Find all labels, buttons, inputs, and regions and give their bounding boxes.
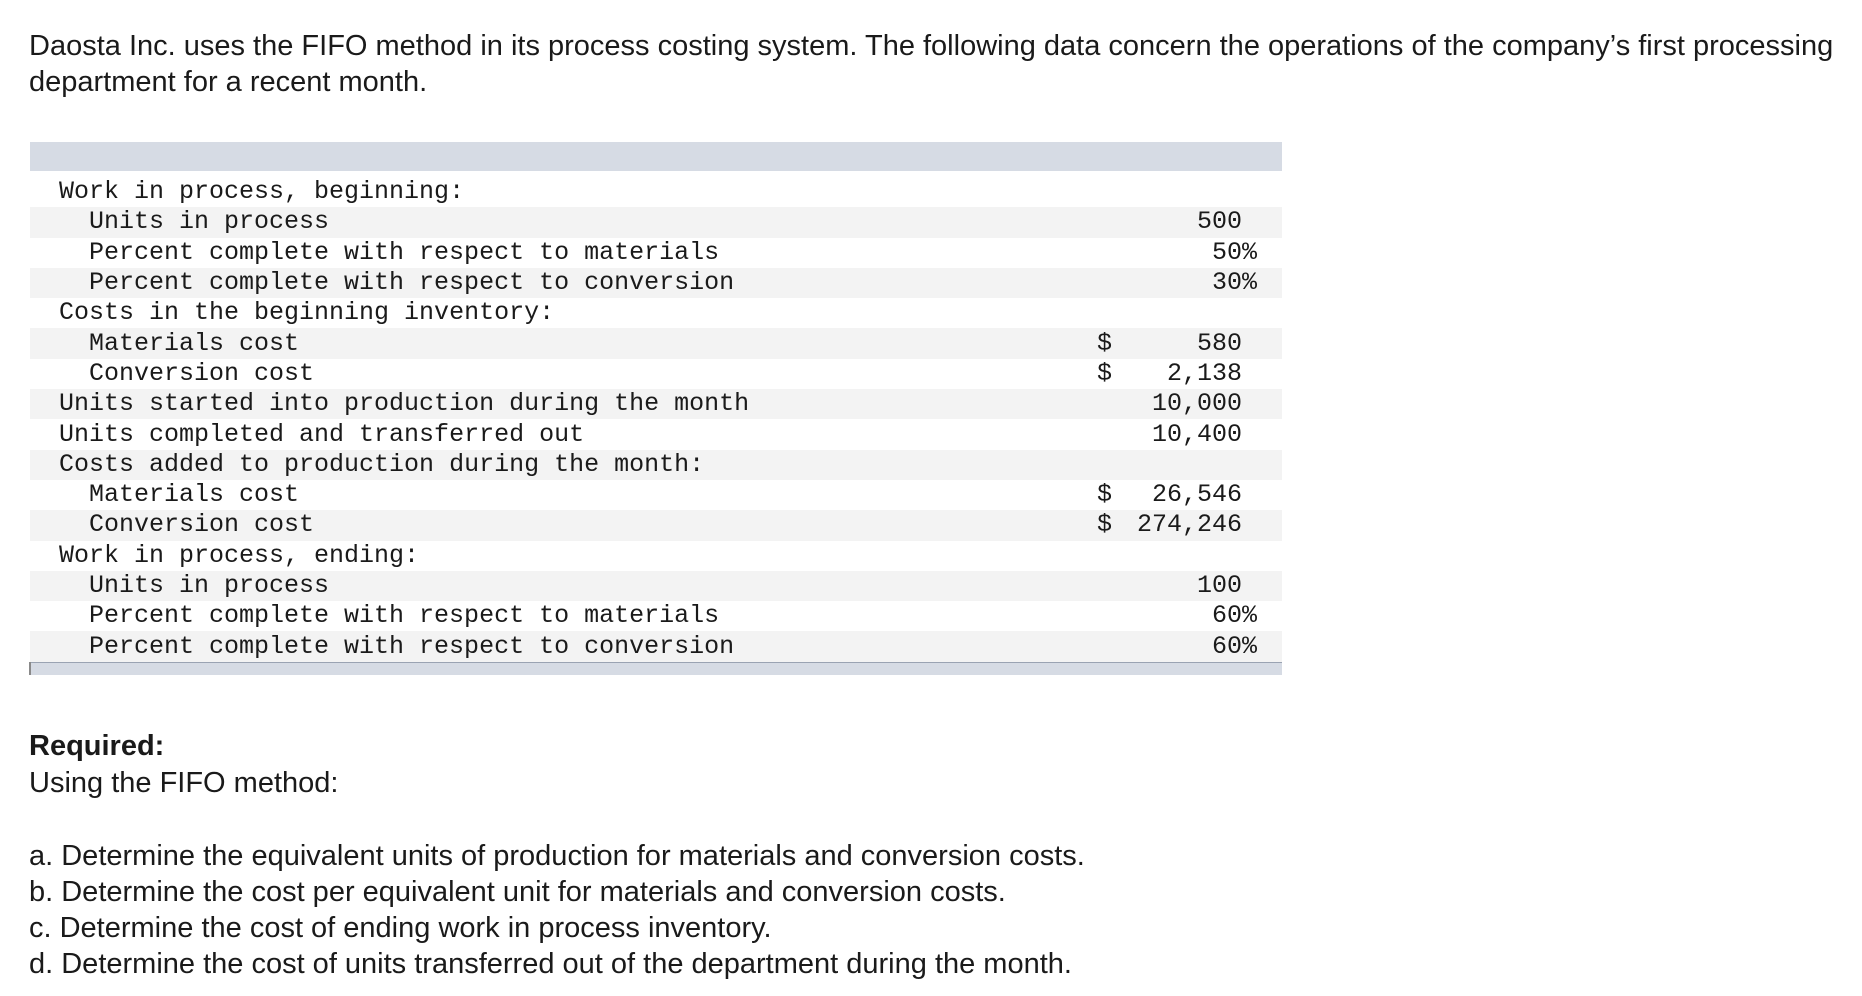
table-row	[30, 298, 1282, 328]
row-percent-sign	[1242, 571, 1282, 601]
row-label: Units in process	[30, 571, 1097, 601]
row-value: 2,138	[1166, 358, 1242, 388]
task-item-b: b. Determine the cost per equivalent unit for materials and conversion costs.	[29, 876, 1006, 908]
row-label: Work in process, ending:	[59, 540, 420, 570]
row-label: Percent complete with respect to conversion	[30, 631, 1097, 662]
row-percent-sign: %	[1242, 268, 1282, 298]
row-currency	[1097, 298, 1137, 328]
table-row	[30, 541, 1282, 571]
row-value	[1137, 177, 1242, 207]
row-currency	[1097, 207, 1137, 237]
row-label: Conversion cost	[89, 358, 315, 388]
row-label: Materials cost	[89, 480, 300, 510]
row-label: Percent complete with respect to materials	[89, 601, 720, 631]
row-currency: $	[1097, 510, 1137, 540]
row-value: 274,246	[1136, 510, 1242, 540]
table-body	[30, 177, 1282, 662]
row-currency	[1097, 238, 1137, 268]
row-percent-sign	[1242, 450, 1282, 480]
row-percent-sign: %	[1242, 601, 1258, 631]
table-header-band	[30, 142, 1282, 171]
row-value: 500	[1137, 207, 1242, 237]
data-table	[29, 142, 1282, 675]
row-currency	[1097, 450, 1137, 480]
row-percent-sign	[1242, 389, 1282, 419]
row-value: 26,546	[1136, 480, 1242, 510]
table-row	[30, 571, 1282, 601]
task-item-d: d. Determine the cost of units transferred out of the department during the month.	[29, 948, 1072, 980]
row-percent-sign	[1242, 328, 1282, 358]
row-value: 60	[1137, 631, 1242, 662]
required-subtitle: Using the FIFO method:	[29, 767, 339, 799]
row-label: Percent complete with respect to materials	[89, 237, 720, 267]
row-currency: $	[1096, 480, 1112, 510]
row-label: Materials cost	[30, 328, 1097, 358]
row-label: Costs in the beginning inventory:	[59, 298, 555, 328]
table-footer-band	[30, 662, 1282, 675]
table-row	[30, 389, 1282, 419]
row-value: 30	[1137, 268, 1242, 298]
row-label: Conversion cost	[30, 510, 1097, 540]
row-currency	[1097, 177, 1137, 207]
row-currency	[1097, 541, 1137, 571]
row-currency	[1097, 268, 1137, 298]
row-label: Work in process, beginning:	[59, 177, 465, 207]
row-label: Percent complete with respect to conversion	[30, 268, 1097, 298]
row-percent-sign: %	[1242, 631, 1282, 662]
row-percent-sign	[1242, 177, 1282, 207]
row-percent-sign	[1242, 541, 1282, 571]
table-row	[30, 631, 1282, 662]
row-label: Costs added to production during the month:	[30, 450, 1097, 480]
table-row	[30, 359, 1282, 389]
row-currency: $	[1096, 358, 1112, 388]
task-list	[29, 838, 1085, 982]
row-value: 10,000	[1137, 389, 1242, 419]
row-value: 580	[1137, 328, 1242, 358]
row-currency: $	[1097, 328, 1137, 358]
row-value	[1137, 450, 1242, 480]
row-label: Units in process	[30, 207, 1097, 237]
row-percent-sign	[1242, 359, 1282, 389]
row-currency	[1097, 571, 1137, 601]
row-value: 60	[1211, 601, 1242, 631]
table-row	[30, 419, 1282, 449]
row-value: 10,400	[1151, 419, 1242, 449]
required-heading: Required:	[29, 730, 165, 762]
table-row	[30, 207, 1282, 237]
row-currency	[1097, 631, 1137, 662]
table-row	[30, 450, 1282, 480]
table-row	[30, 510, 1282, 540]
row-value	[1137, 298, 1242, 328]
row-percent-sign	[1242, 419, 1282, 449]
table-row	[30, 268, 1282, 298]
row-value: 100	[1137, 571, 1242, 601]
row-currency	[1097, 389, 1137, 419]
row-value	[1137, 541, 1242, 571]
table-row	[30, 480, 1282, 510]
row-value: 50	[1211, 237, 1242, 267]
task-item-a: a. Determine the equivalent units of production for materials and conversion costs.	[29, 840, 1085, 872]
row-currency	[1097, 601, 1137, 631]
row-percent-sign: %	[1242, 237, 1258, 267]
row-label: Units completed and transferred out	[59, 419, 585, 449]
row-percent-sign	[1242, 480, 1282, 510]
table-row	[30, 177, 1282, 207]
row-label: Units started into production during the month	[30, 389, 1097, 419]
table-row	[30, 238, 1282, 268]
table-row	[30, 328, 1282, 358]
row-percent-sign	[1242, 207, 1282, 237]
row-currency	[1097, 419, 1137, 449]
task-item-c: c. Determine the cost of ending work in process inventory.	[29, 912, 772, 944]
row-percent-sign	[1242, 298, 1282, 328]
table-row	[30, 601, 1282, 631]
row-percent-sign	[1242, 510, 1282, 540]
problem-intro: Daosta Inc. uses the FIFO method in its process costing system. The following data concern the operations of the company’s first processing department for a recent month.	[29, 30, 1834, 98]
